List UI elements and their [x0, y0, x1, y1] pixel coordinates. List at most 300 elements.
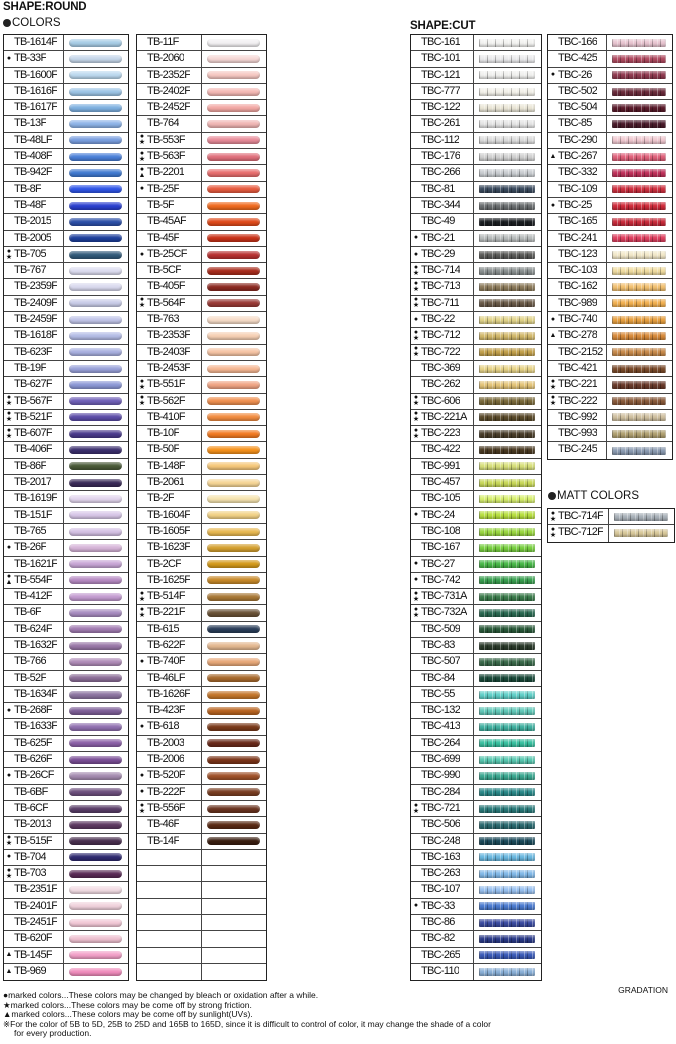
bead-strand [207, 511, 260, 519]
color-code: TB-1623F [147, 541, 191, 554]
marker-symbols: ● ★ [549, 509, 557, 523]
bead-swatch [473, 573, 540, 588]
bead-swatch [473, 931, 540, 946]
color-row [411, 410, 541, 426]
marker-symbols [137, 475, 147, 490]
bead-swatch [63, 198, 127, 213]
bead-swatch [201, 834, 265, 849]
bead-swatch [608, 509, 673, 524]
color-code: TB-26CF [14, 769, 54, 782]
color-code: TB-1619F [14, 492, 58, 505]
color-row [137, 524, 266, 540]
color-row [411, 752, 541, 768]
bead-strand [69, 413, 122, 421]
marker-symbols: ● ★ [138, 133, 146, 147]
color-code: TB-5F [147, 198, 175, 211]
marker-symbols: ● [139, 657, 145, 665]
color-row [411, 801, 541, 817]
bead-swatch [473, 605, 540, 620]
bead-swatch [473, 312, 540, 327]
bead-strand [207, 837, 260, 845]
bead-swatch [63, 182, 127, 197]
bead-swatch [201, 671, 265, 686]
color-row [137, 459, 266, 475]
marker-symbols: ● ▲ [138, 166, 146, 180]
color-code: TB-704 [14, 850, 46, 863]
bead-strand [69, 185, 122, 193]
color-code: TBC-112 [421, 133, 460, 146]
bead-swatch [606, 198, 671, 213]
round-column-2 [136, 34, 267, 981]
color-row [411, 263, 541, 279]
color-row [4, 263, 128, 279]
color-row [4, 247, 128, 263]
marker-symbols [137, 524, 147, 539]
marker-symbols [137, 703, 147, 718]
marker-symbols [137, 35, 147, 50]
color-row [411, 51, 541, 67]
color-row [4, 410, 128, 426]
colors-label: COLORS [12, 17, 61, 29]
color-code: TB-33F [14, 52, 47, 65]
color-code: TBC-176 [421, 150, 461, 163]
bead-strand [612, 39, 666, 47]
color-row [411, 736, 541, 752]
color-code: TB-563F [147, 150, 185, 163]
color-code: TBC-266 [421, 166, 461, 179]
bead-swatch [201, 133, 265, 148]
color-row [548, 68, 672, 84]
color-row [4, 116, 128, 132]
color-row [548, 149, 672, 165]
marker-symbols [548, 35, 558, 50]
color-row [548, 361, 672, 377]
color-code: TBC-25 [558, 198, 592, 211]
color-code: TBC-107 [421, 883, 461, 896]
color-row [411, 394, 541, 410]
bead-strand [612, 55, 666, 63]
color-code: TB-1634F [14, 687, 58, 700]
color-code: TBC-992 [558, 410, 598, 423]
bead-strand [69, 479, 122, 487]
bead-strand [69, 153, 122, 161]
color-row [411, 247, 541, 263]
marker-symbols: ● [139, 772, 145, 779]
bead-strand [207, 772, 260, 780]
bead-swatch [63, 915, 127, 930]
bead-strand [479, 299, 534, 307]
color-row [411, 475, 541, 491]
bead-swatch [473, 687, 540, 702]
color-code: TB-521F [14, 410, 52, 423]
matt-column [547, 508, 675, 543]
bead-strand [69, 430, 122, 438]
marker-symbols [548, 296, 558, 311]
color-row [411, 622, 541, 638]
marker-symbols: ● ★ [412, 263, 420, 277]
bead-strand [479, 169, 534, 177]
bead-strand [479, 951, 534, 959]
bead-swatch [201, 361, 265, 376]
bead-strand [479, 625, 534, 633]
bead-swatch [201, 394, 265, 409]
color-code: TBC-162 [558, 280, 598, 293]
color-row [4, 801, 128, 817]
color-row [137, 410, 266, 426]
color-row [137, 133, 266, 149]
bead-strand [69, 316, 122, 324]
bead-strand [479, 919, 534, 927]
color-code: TBC-101 [421, 52, 461, 65]
color-row [137, 263, 266, 279]
bead-swatch [201, 850, 265, 865]
marker-symbols [411, 540, 421, 555]
bead-strand [614, 513, 668, 521]
color-code: TBC-721 [421, 801, 461, 814]
bead-strand [207, 805, 260, 813]
color-row [411, 442, 541, 458]
color-row [4, 459, 128, 475]
marker-symbols [137, 573, 147, 588]
bead-swatch [201, 557, 265, 572]
bead-swatch [63, 491, 127, 506]
bead-swatch [473, 410, 540, 425]
marker-symbols [411, 964, 421, 980]
bead-strand [612, 120, 666, 128]
bead-swatch [606, 426, 671, 441]
marker-symbols [137, 915, 147, 930]
color-row [137, 279, 266, 295]
color-row [4, 84, 128, 100]
marker-symbols: ● [413, 234, 419, 242]
color-row [4, 328, 128, 344]
color-code: TB-618 [147, 720, 179, 733]
marker-symbols: ● ★ [412, 394, 420, 408]
color-row [548, 84, 672, 100]
color-row [411, 279, 541, 295]
marker-symbols [137, 361, 147, 376]
marker-symbols: ● [413, 902, 419, 910]
marker-symbols: ● ★ [412, 589, 420, 603]
color-code: TBC-121 [421, 68, 461, 81]
bead-swatch [201, 785, 265, 800]
marker-symbols: ● ★ [412, 410, 420, 424]
marker-symbols [137, 671, 147, 686]
bead-strand [69, 951, 122, 959]
bead-swatch [606, 100, 671, 115]
color-row [411, 931, 541, 947]
bead-swatch [473, 540, 540, 555]
marker-symbols [4, 719, 14, 734]
bead-strand [69, 788, 122, 796]
color-row [137, 68, 266, 84]
bead-strand [69, 381, 122, 389]
marker-symbols [137, 491, 147, 506]
color-code: TB-1632F [14, 638, 58, 651]
color-row [137, 687, 266, 703]
marker-symbols: ● ★ [138, 149, 146, 163]
bead-strand [69, 805, 122, 813]
bead-swatch [606, 84, 671, 99]
color-row [4, 475, 128, 491]
bead-swatch [63, 557, 127, 572]
bead-strand [69, 886, 122, 894]
bead-strand [69, 919, 122, 927]
bead-swatch [63, 377, 127, 392]
color-row [4, 296, 128, 312]
bead-swatch [473, 768, 540, 783]
color-code: TBC-991 [421, 459, 461, 472]
color-code: TB-2403F [147, 345, 191, 358]
color-row [548, 182, 672, 198]
color-code: TB-969 [14, 964, 46, 977]
bead-swatch [473, 394, 540, 409]
color-code: TBC-166 [558, 36, 598, 48]
color-row [411, 377, 541, 393]
bead-swatch [606, 68, 671, 83]
marker-symbols [137, 459, 147, 474]
bead-strand [612, 348, 666, 356]
bead-swatch [63, 882, 127, 897]
color-row [411, 426, 541, 442]
bead-strand [479, 55, 534, 63]
color-row [4, 834, 128, 850]
marker-symbols: ● ★ [138, 589, 146, 603]
marker-symbols [411, 68, 421, 83]
color-code: TB-45F [147, 231, 180, 244]
marker-symbols: ● [550, 315, 556, 323]
color-row [548, 100, 672, 116]
color-code: TBC-55 [421, 687, 455, 700]
bead-swatch [63, 361, 127, 376]
color-code: TB-25CF [147, 247, 187, 260]
bead-swatch [606, 165, 671, 180]
marker-symbols: ● [550, 201, 556, 209]
color-row [137, 198, 266, 214]
bead-swatch [473, 638, 540, 653]
bead-swatch [63, 638, 127, 653]
marker-symbols [4, 915, 14, 930]
bead-swatch [63, 345, 127, 360]
bead-swatch [63, 296, 127, 311]
marker-symbols [137, 540, 147, 555]
marker-symbols [137, 51, 147, 66]
color-row [137, 116, 266, 132]
marker-symbols [137, 882, 147, 897]
bead-strand [69, 756, 122, 764]
color-row [411, 345, 541, 361]
color-code: TB-705 [14, 247, 46, 260]
bead-swatch [473, 834, 540, 849]
bead-swatch [201, 459, 265, 474]
color-row [411, 491, 541, 507]
color-code: TBC-332 [558, 166, 598, 179]
color-row [4, 68, 128, 84]
marker-symbols [4, 149, 14, 164]
marker-symbols: ● [6, 706, 12, 714]
bead-strand [479, 413, 534, 421]
bead-swatch [63, 768, 127, 783]
color-code: TB-2CF [147, 557, 182, 570]
bead-strand [207, 756, 260, 764]
section-dot-icon [3, 19, 11, 27]
color-row [137, 426, 266, 442]
bead-strand [612, 283, 666, 291]
bead-swatch [606, 247, 671, 262]
color-code: TB-2005 [14, 231, 52, 244]
bead-swatch [473, 149, 540, 164]
bead-swatch [63, 899, 127, 914]
marker-symbols [4, 671, 14, 686]
color-code: TBC-265 [421, 948, 461, 961]
bead-strand [207, 332, 260, 340]
bead-strand [69, 88, 122, 96]
color-row [4, 426, 128, 442]
marker-symbols [137, 834, 147, 849]
color-code: TBC-425 [558, 52, 598, 65]
bead-swatch [201, 312, 265, 327]
color-code: TB-2459F [14, 313, 58, 326]
marker-symbols: ● ★ [549, 394, 557, 408]
bead-swatch [201, 736, 265, 751]
marker-symbols: ● ▲ [5, 573, 13, 587]
color-code: TB-1600F [14, 68, 58, 81]
bead-strand [479, 202, 534, 210]
color-row [411, 508, 541, 524]
bead-swatch [63, 459, 127, 474]
color-code: TBC-105 [421, 492, 461, 505]
color-code: TB-86F [14, 459, 47, 472]
bead-swatch [473, 817, 540, 832]
bead-swatch [201, 442, 265, 457]
marker-symbols [548, 51, 558, 66]
color-row [137, 84, 266, 100]
bead-swatch [63, 622, 127, 637]
color-code: TBC-263 [421, 867, 461, 880]
bead-strand [207, 88, 260, 96]
color-code: TB-2353F [147, 329, 191, 342]
color-code: TB-50F [147, 443, 180, 456]
color-row [4, 622, 128, 638]
color-code: TB-1616F [14, 84, 58, 97]
bead-swatch [608, 525, 673, 541]
bead-swatch [63, 687, 127, 702]
bead-swatch [473, 442, 540, 457]
marker-symbols [411, 133, 421, 148]
bead-swatch [201, 817, 265, 832]
matt-dot-icon [548, 492, 556, 500]
marker-symbols [4, 35, 14, 50]
color-code: TBC-421 [558, 361, 598, 374]
bead-strand [612, 136, 666, 144]
bead-strand [207, 348, 260, 356]
color-row [411, 687, 541, 703]
color-row [137, 377, 266, 393]
round-heading: SHAPE:ROUND [3, 1, 87, 13]
marker-symbols [137, 964, 147, 980]
marker-symbols: ▲ [5, 951, 13, 959]
color-code: TBC-24 [421, 508, 455, 521]
bead-swatch [201, 84, 265, 99]
marker-symbols [137, 100, 147, 115]
bead-strand [479, 853, 534, 861]
bead-swatch [606, 377, 671, 392]
marker-symbols: ● ★ [138, 606, 146, 620]
color-code: TB-11F [147, 36, 179, 48]
color-code: TBC-103 [558, 264, 598, 277]
bead-strand [479, 772, 534, 780]
bead-swatch [201, 654, 265, 669]
color-row [411, 964, 541, 980]
marker-symbols [4, 100, 14, 115]
bead-strand [479, 739, 534, 747]
color-row [548, 410, 672, 426]
color-code: TB-2401F [14, 899, 58, 912]
bead-strand [612, 71, 666, 79]
color-row [137, 328, 266, 344]
marker-symbols [411, 768, 421, 783]
bead-strand [207, 202, 260, 210]
marker-symbols [137, 263, 147, 278]
marker-symbols: ● [139, 788, 145, 796]
marker-symbols [4, 328, 14, 343]
bead-swatch [473, 866, 540, 881]
color-row [548, 165, 672, 181]
bead-swatch [473, 328, 540, 343]
color-row [411, 654, 541, 670]
bead-swatch [63, 149, 127, 164]
bead-swatch [473, 426, 540, 441]
bead-swatch [201, 149, 265, 164]
marker-symbols: ● ★ [5, 834, 13, 848]
marker-symbols [411, 442, 421, 457]
bead-strand [479, 723, 534, 731]
marker-symbols [4, 491, 14, 506]
marker-symbols [4, 296, 14, 311]
marker-symbols [4, 931, 14, 946]
marker-symbols: ● [6, 54, 12, 62]
color-code: TB-1621F [14, 557, 58, 570]
color-code: TBC-161 [421, 36, 461, 48]
marker-symbols [137, 508, 147, 523]
color-code: TB-514F [147, 590, 185, 603]
bead-swatch [63, 801, 127, 816]
bead-strand [479, 886, 534, 894]
bead-strand [612, 447, 666, 455]
color-row [4, 133, 128, 149]
bead-strand [69, 348, 122, 356]
marker-symbols [137, 557, 147, 572]
color-row [137, 589, 266, 605]
color-code: TB-13F [14, 117, 47, 130]
color-code: TBC-165 [558, 215, 598, 228]
bead-strand [479, 544, 534, 552]
color-code: TB-406F [14, 443, 52, 456]
color-row [137, 834, 266, 850]
bead-strand [479, 479, 534, 487]
marker-symbols [137, 866, 147, 881]
color-code: TB-26F [14, 541, 47, 554]
marker-symbols [548, 361, 558, 376]
color-code: TB-5CF [147, 264, 182, 277]
marker-symbols: ● [6, 543, 12, 551]
marker-symbols [548, 345, 558, 360]
color-row [137, 100, 266, 116]
color-code: TBC-507 [421, 655, 461, 668]
bead-strand [69, 968, 122, 976]
color-row [4, 231, 128, 247]
color-row [137, 165, 266, 181]
